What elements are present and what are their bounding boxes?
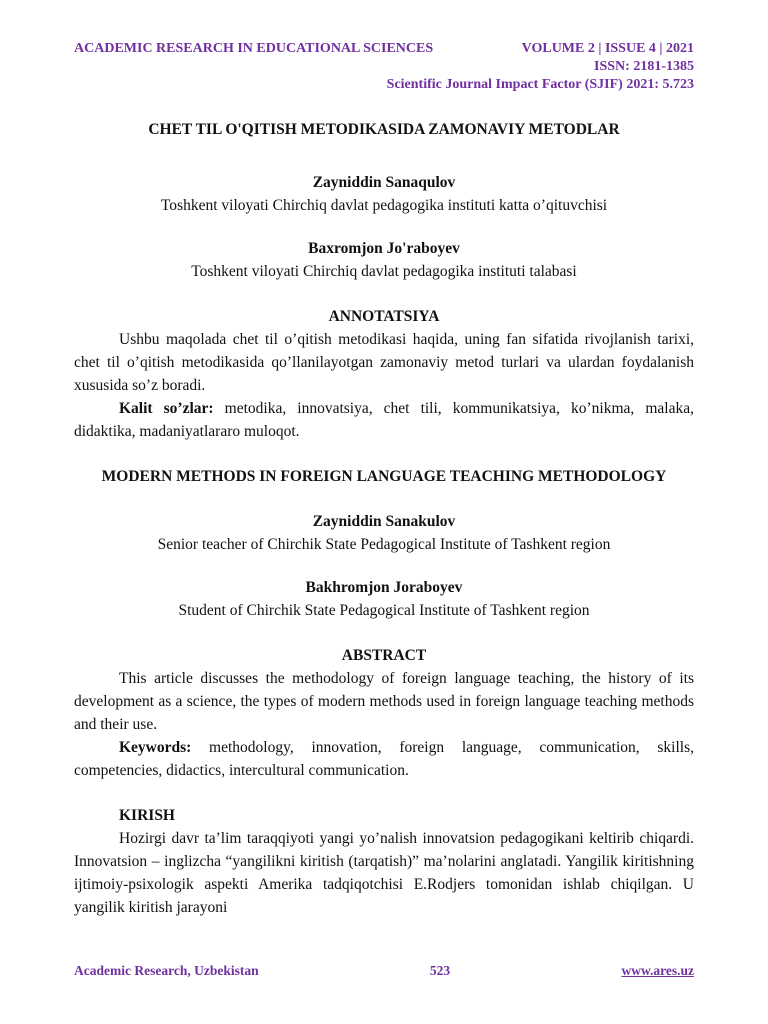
impact-factor: Scientific Journal Impact Factor (SJIF) 2021: 5.723 bbox=[386, 77, 694, 92]
en-keywords bbox=[74, 736, 694, 782]
uz-keywords-text: metodika, innovatsiya, chet tili, kommunikatsiya, ko’nikma, malaka, didaktika, madaniyatlararo muloqot. bbox=[74, 400, 694, 440]
intro-heading: KIRISH bbox=[119, 807, 175, 824]
uz-author2-affiliation: Toshkent viloyati Chirchiq davlat pedagogika instituti talabasi bbox=[191, 263, 577, 280]
page-footer bbox=[74, 963, 694, 979]
annotation-text: Ushbu maqolada chet til o’qitish metodikasi haqida, uning fan sifatida rivojlanish tarixi, chet til o’qitish metodikasida qo’llanilayotgan zamonaviy metod turlari va ulardan foydalanish xususida so’z boradi. bbox=[74, 331, 694, 394]
en-author2-affiliation: Student of Chirchik State Pedagogical Institute of Tashkent region bbox=[178, 602, 590, 619]
uz-keywords-label: Kalit so’zlar: bbox=[119, 400, 214, 417]
volume-issue: VOLUME 2 | ISSUE 4 | 2021 bbox=[521, 41, 694, 56]
en-author1-affiliation: Senior teacher of Chirchik State Pedagogical Institute of Tashkent region bbox=[157, 536, 611, 553]
uz-author2-name: Baxromjon Jo'raboyev bbox=[308, 240, 460, 257]
uz-author1-affiliation: Toshkent viloyati Chirchiq davlat pedagogika instituti katta o’qituvchisi bbox=[160, 197, 608, 214]
uz-author1-name: Zayniddin Sanaqulov bbox=[312, 174, 456, 191]
footer-journal-location: Academic Research, Uzbekistan bbox=[74, 963, 259, 978]
uz-keywords bbox=[74, 397, 694, 443]
annotation-heading: ANNOTATSIYA bbox=[328, 308, 440, 325]
en-author2-name: Bakhromjon Joraboyev bbox=[305, 579, 463, 596]
issn: ISSN: 2181-1385 bbox=[594, 59, 694, 74]
page-header bbox=[74, 40, 694, 94]
journal-name: ACADEMIC RESEARCH IN EDUCATIONAL SCIENCES bbox=[74, 41, 434, 56]
en-title: MODERN METHODS IN FOREIGN LANGUAGE TEACHING METHODOLOGY bbox=[101, 468, 667, 485]
abstract-text: This article discusses the methodology of foreign language teaching, the history of its development as a science, the types of modern methods used in foreign language teaching methods and their use. bbox=[74, 670, 694, 733]
en-author1-name: Zayniddin Sanakulov bbox=[312, 513, 456, 530]
article-body bbox=[74, 118, 694, 919]
page-number: 523 bbox=[429, 963, 451, 978]
en-keywords-text: methodology, innovation, foreign language, communication, skills, competencies, didactics, intercultural communication. bbox=[74, 739, 694, 779]
intro-text: Hozirgi davr ta’lim taraqqiyoti yangi yo’nalish innovatsion pedagogikani keltirib chiqardi. Innovatsion – inglizcha “yangilikni kiritish (tarqatish)” ma’nolarini anglatadi. Yangilik kiritishning ijtimoiy-psixologik aspekti Amerika tadqiqotchisi E.Rodjers tomonidan ishlab chiqilgan. U yangilik kiritish jarayoni bbox=[74, 830, 694, 916]
abstract-heading: ABSTRACT bbox=[341, 647, 427, 664]
uz-title: CHET TIL O'QITISH METODIKASIDA ZAMONAVIY METODLAR bbox=[148, 121, 620, 138]
journal-website-link[interactable]: www.ares.uz bbox=[621, 963, 694, 978]
en-keywords-label: Keywords: bbox=[119, 739, 192, 756]
